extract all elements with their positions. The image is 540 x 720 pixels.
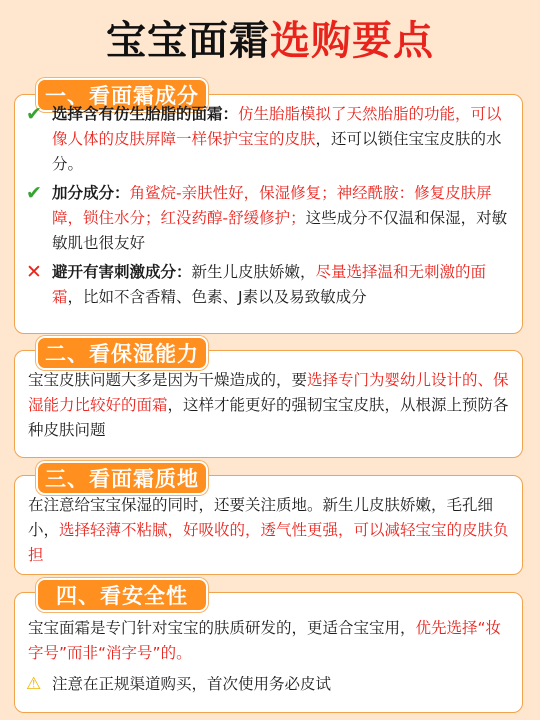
warning-text: 注意在正规渠道购买，首次使用务必皮试 — [52, 675, 332, 693]
section-ingredients — [14, 78, 523, 334]
section-texture — [14, 461, 523, 575]
section-content — [28, 493, 511, 568]
check-icon: ✔ — [26, 182, 42, 204]
list-item — [28, 260, 511, 310]
item-text: 这些成分不仅温和保湿，对敏敏肌也很友好 — [52, 209, 508, 252]
list-item — [28, 181, 511, 256]
section-tag: 三、看面霜质地 — [36, 461, 208, 495]
warning-note — [28, 672, 511, 697]
section-moisturizing — [14, 336, 523, 458]
page-title — [0, 10, 540, 72]
item-lead: 选择含有仿生胎脂的面霜： — [52, 105, 239, 123]
item-highlight: 尽量选择温和无刺激的面霜 — [52, 263, 487, 306]
item-lead: 加分成分： — [52, 184, 130, 202]
section-tag: 一、看面霜成分 — [36, 78, 208, 112]
section-tag: 四、看安全性 — [36, 578, 208, 612]
item-text: ，比如不含香精、色素、J素以及易致敏成分 — [67, 288, 367, 306]
list-item — [28, 102, 511, 177]
section-highlight: 选择专门为婴幼儿设计的、保湿能力比较好的面霜 — [28, 371, 509, 414]
section-content — [28, 368, 511, 443]
section-highlight: 选择轻薄不粘腻，好吸收的，透气性更强，可以减轻宝宝的皮肤负担 — [28, 521, 509, 564]
section-content — [28, 616, 511, 699]
item-highlight: 角鲨烷-亲肤性好，保湿修复；神经酰胺：修复皮肤屏障，锁住水分；红没药醇-舒缓修护； — [52, 184, 492, 227]
section-text-pre: 宝宝皮肤问题大多是因为干燥造成的，要 — [28, 371, 308, 389]
section-text: ，这样才能更好的强韧宝宝皮肤，从根源上预防各种皮肤问题 — [28, 396, 509, 439]
item-lead: 避开有害刺激成分： — [52, 263, 192, 281]
warning-icon: ⚠ — [26, 674, 42, 694]
check-icon: ✔ — [26, 103, 42, 125]
section-tag: 二、看保湿能力 — [36, 336, 208, 370]
title-part-black: 宝宝面霜 — [106, 18, 270, 64]
item-text-pre: 新生儿皮肤娇嫩， — [191, 263, 316, 281]
section-text-pre: 在注意给宝宝保湿的同时，还要关注质地。新生儿皮肤娇嫩，毛孔细小， — [28, 496, 494, 539]
section-safety — [14, 578, 523, 713]
item-highlight: 仿生胎脂模拟了天然胎脂的功能，可以像人体的皮肤屏障一样保护宝宝的皮肤 — [52, 105, 502, 148]
section-text-pre: 宝宝面霜是专门针对宝宝的肤质研发的，更适合宝宝用， — [28, 619, 416, 637]
item-text: ，还可以锁住宝宝皮肤的水分。 — [52, 130, 502, 173]
cross-icon: ✕ — [26, 261, 42, 283]
title-part-red: 选购要点 — [270, 18, 434, 64]
section-highlight: 优先选择“妆字号”而非“消字号”的。 — [28, 619, 502, 662]
section-content — [28, 102, 511, 312]
